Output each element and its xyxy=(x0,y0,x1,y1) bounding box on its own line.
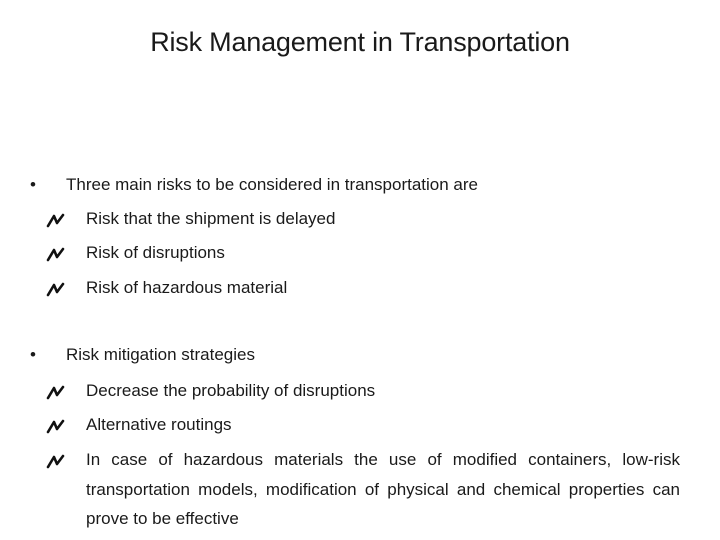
sub-bullet-text: Risk of hazardous material xyxy=(86,278,288,297)
sub-bullet-text: Decrease the probability of disruptions xyxy=(86,381,376,400)
sub-bullet-item xyxy=(46,204,680,234)
sub-bullet-item xyxy=(46,376,680,406)
sub-bullet-item xyxy=(46,410,680,440)
sub-bullet-item xyxy=(46,238,680,268)
squiggle-bullet-icon xyxy=(46,384,66,400)
bullet-dot: • xyxy=(30,345,36,364)
squiggle-bullet-icon xyxy=(46,281,66,297)
slide-title: Risk Management in Transportation xyxy=(150,27,570,57)
squiggle-bullet-icon xyxy=(46,246,66,262)
bullet-text: Risk mitigation strategies xyxy=(66,345,255,364)
sub-bullet-text: Risk of disruptions xyxy=(86,243,225,262)
sub-bullet-text: In case of hazardous materials the use of modified containers, low-risk transportation models, modification of physical and chemical properties can prove to be effective xyxy=(86,450,680,528)
bullet-text: Three main risks to be considered in transportation are xyxy=(66,175,478,194)
sub-bullet-text: Risk that the shipment is delayed xyxy=(86,209,336,228)
squiggle-bullet-icon xyxy=(46,453,66,469)
squiggle-bullet-icon xyxy=(46,212,66,228)
sub-bullet-item xyxy=(46,273,680,303)
squiggle-bullet-icon xyxy=(46,418,66,434)
sub-bullet-text: Alternative routings xyxy=(86,415,232,434)
sub-bullet-item xyxy=(46,445,680,534)
bullet-dot: • xyxy=(30,175,36,194)
